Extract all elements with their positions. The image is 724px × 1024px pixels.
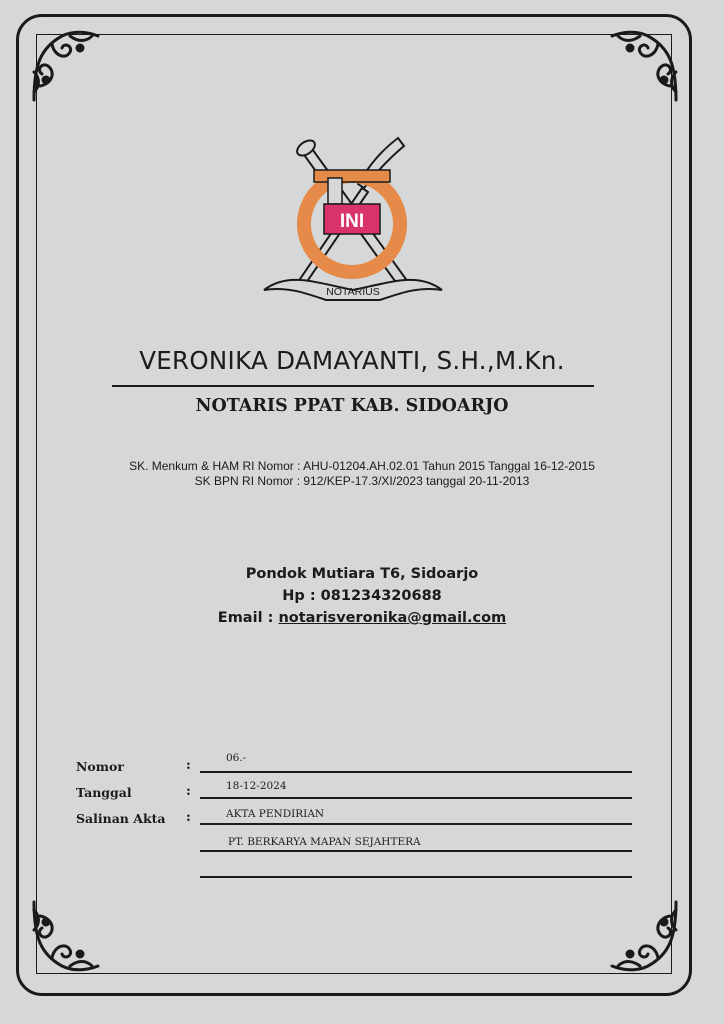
email-label: Email : <box>217 610 279 626</box>
notary-name: VERONIKA DAMAYANTI, S.H.,M.Kn. <box>139 346 565 375</box>
nomor-label: Nomor <box>76 759 124 774</box>
tanggal-colon: : <box>186 784 191 799</box>
nomor-value: 06.- <box>226 752 247 764</box>
decree-line-2: SK BPN RI Nomor : 912/KEP-17.3/XI/2023 tanggal 20-11-2013 <box>194 474 530 488</box>
salinan-akta-value-1: AKTA PENDIRIAN <box>226 808 325 820</box>
emblem-ribbon-text: NOTARIUS <box>326 286 380 298</box>
salinan-akta-underline-3 <box>200 876 632 878</box>
salinan-akta-value-2: PT. BERKARYA MAPAN SEJAHTERA <box>228 836 421 848</box>
corner-ornament-bottom-left <box>26 896 106 976</box>
notary-title: NOTARIS PPAT KAB. SIDOARJO <box>195 396 509 416</box>
nomor-underline <box>200 771 632 773</box>
salinan-akta-colon: : <box>186 810 191 825</box>
name-underline <box>112 385 594 387</box>
phone-label: Hp : <box>282 588 321 604</box>
emblem-badge-text: INI <box>339 211 365 232</box>
tanggal-value: 18-12-2024 <box>226 780 287 792</box>
phone-line <box>60 588 664 604</box>
notary-emblem <box>258 132 448 304</box>
tanggal-underline <box>200 797 632 799</box>
salinan-akta-label: Salinan Akta <box>76 811 166 826</box>
nomor-colon: : <box>186 758 191 773</box>
phone-number: 081234320688 <box>320 588 442 604</box>
corner-ornament-bottom-right <box>604 896 684 976</box>
corner-ornament-top-right <box>604 26 684 106</box>
salinan-akta-underline-1 <box>200 823 632 825</box>
corner-ornament-top-left <box>26 26 106 106</box>
email-address[interactable]: notarisveronika@gmail.com <box>278 610 507 626</box>
office-address: Pondok Mutiara T6, Sidoarjo <box>245 566 479 582</box>
salinan-akta-underline-2 <box>200 850 632 852</box>
tanggal-label: Tanggal <box>76 785 132 800</box>
decree-line-1: SK. Menkum & HAM RI Nomor : AHU-01204.AH.02.01 Tahun 2015 Tanggal 16-12-2015 <box>129 459 595 473</box>
email-line <box>60 610 664 626</box>
